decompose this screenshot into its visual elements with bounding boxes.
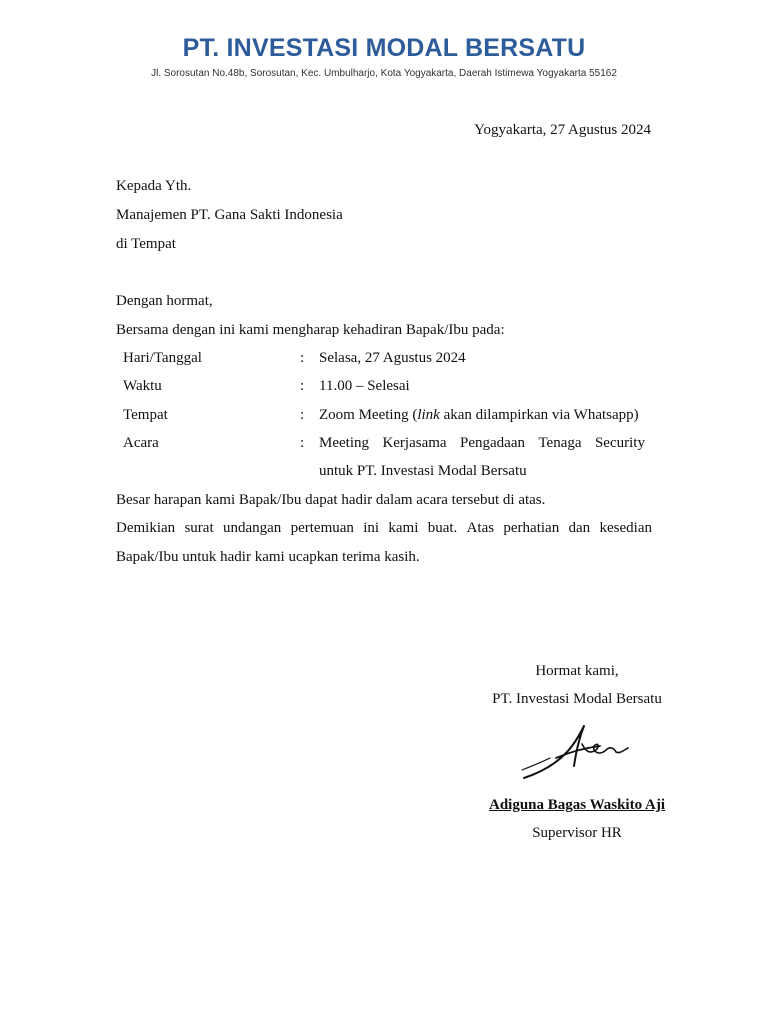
closing-word: perhatian: [503, 520, 560, 536]
recipient-name: Manajemen PT. Gana Sakti Indonesia: [116, 207, 343, 223]
closing-word: dan: [568, 520, 591, 536]
signoff-company: PT. Investasi Modal Bersatu: [492, 691, 662, 707]
closing-word: kesedian: [599, 520, 652, 536]
detail-label-day: Hari/Tanggal: [123, 350, 202, 366]
handwritten-signature: [520, 722, 632, 784]
detail-label-event: Acara: [123, 435, 159, 451]
closing-line-3: Bapak/Ibu untuk hadir kami ucapkan terima kasih.: [116, 549, 420, 565]
recipient-location: di Tempat: [116, 236, 176, 252]
closing-word: kami: [388, 520, 419, 536]
detail-colon: :: [300, 435, 305, 451]
closing-word: surat: [184, 520, 214, 536]
detail-value-event-line2: untuk PT. Investasi Modal Bersatu: [319, 463, 527, 479]
detail-value-day: Selasa, 27 Agustus 2024: [319, 350, 466, 366]
closing-word: ini: [363, 520, 380, 536]
closing-word: pertemuan: [290, 520, 354, 536]
event-word: Tenaga: [538, 435, 582, 451]
detail-colon: :: [300, 350, 305, 366]
detail-colon: :: [300, 378, 305, 394]
event-word: Pengadaan: [460, 435, 525, 451]
closing-word: Atas: [466, 520, 495, 536]
detail-value-place: [319, 405, 639, 425]
closing-word: undangan: [222, 520, 282, 536]
company-name: PT. INVESTASI MODAL BERSATU: [182, 34, 586, 62]
detail-value-event-line1: [319, 433, 645, 453]
event-word: Kerjasama: [382, 435, 447, 451]
greeting: Dengan hormat,: [116, 293, 213, 309]
closing-line-2: [116, 518, 652, 538]
detail-label-time: Waktu: [123, 378, 162, 394]
closing-word: buat.: [427, 520, 458, 536]
place-suffix: akan dilampirkan via Whatsapp): [439, 407, 639, 423]
signer-name: Adiguna Bagas Waskito Aji: [488, 797, 666, 813]
place-link-word: link: [417, 407, 440, 423]
company-address: Jl. Sorosutan No.48b, Sorosutan, Kec. Umbulharjo, Kota Yogyakarta, Daerah Istimewa Yogyakarta 55162: [151, 68, 617, 79]
recipient-salutation: Kepada Yth.: [116, 178, 192, 194]
closing-line-1: Besar harapan kami Bapak/Ibu dapat hadir dalam acara tersebut di atas.: [116, 492, 546, 508]
closing-word: Demikian: [116, 520, 176, 536]
letter-date: Yogyakarta, 27 Agustus 2024: [474, 122, 651, 138]
signoff-phrase: Hormat kami,: [535, 663, 619, 679]
event-word: Security: [594, 435, 645, 451]
place-prefix: Zoom Meeting (: [319, 407, 418, 423]
detail-label-place: Tempat: [123, 407, 168, 423]
detail-colon: :: [300, 407, 305, 423]
intro-paragraph: Bersama dengan ini kami mengharap kehadiran Bapak/Ibu pada:: [116, 322, 505, 338]
signer-title: Supervisor HR: [532, 825, 622, 841]
event-word: Meeting: [319, 435, 369, 451]
detail-value-time: 11.00 – Selesai: [319, 378, 410, 394]
